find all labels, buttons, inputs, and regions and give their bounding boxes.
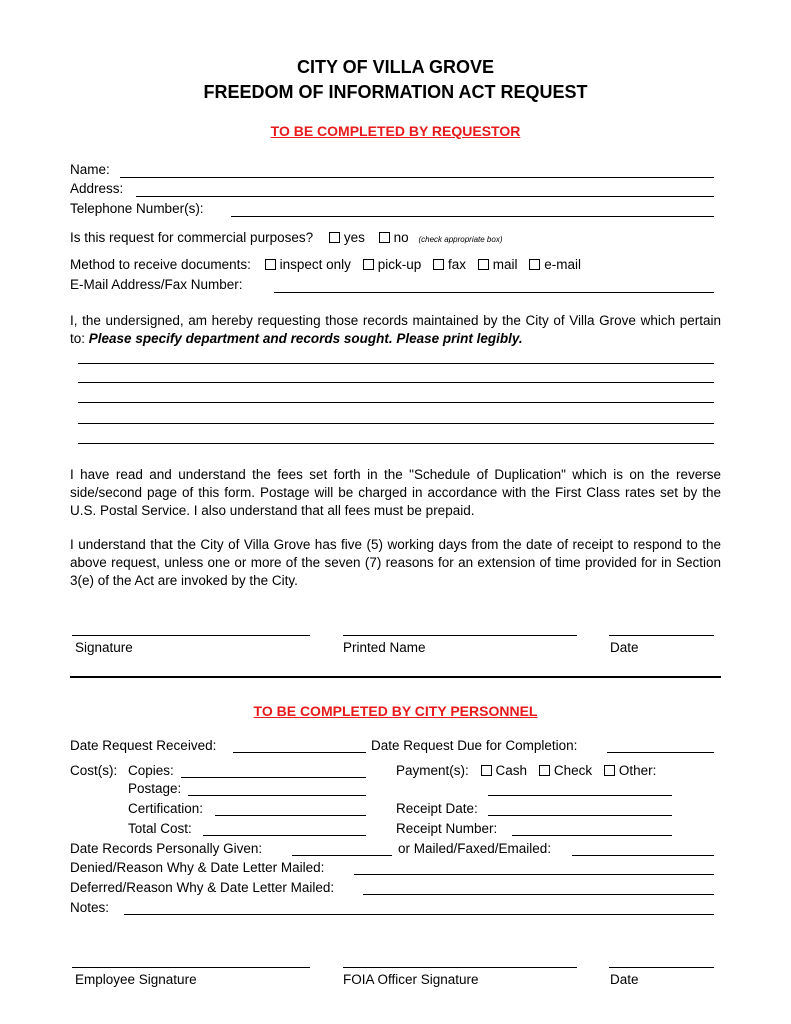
denied-label: Denied/Reason Why & Date Letter Mailed: bbox=[70, 860, 325, 875]
method-pickup-label: pick-up bbox=[377, 257, 422, 272]
personally-given-label: Date Records Personally Given: bbox=[70, 841, 263, 856]
method-email-label: e-mail bbox=[544, 257, 582, 272]
signature-label: Signature bbox=[75, 640, 133, 655]
method-pickup-option[interactable] bbox=[363, 257, 422, 272]
receipt-date-label: Receipt Date: bbox=[396, 801, 478, 816]
method-inspect-option[interactable] bbox=[265, 257, 351, 272]
fax-checkbox[interactable] bbox=[433, 259, 444, 270]
commercial-no-option[interactable] bbox=[379, 230, 409, 245]
date-due-field[interactable] bbox=[607, 752, 714, 753]
foia-officer-signature-label: FOIA Officer Signature bbox=[343, 972, 479, 987]
printed-name-line[interactable] bbox=[343, 635, 577, 636]
total-cost-field[interactable] bbox=[203, 835, 366, 836]
address-label: Address: bbox=[70, 181, 124, 196]
date-received-label: Date Request Received: bbox=[70, 738, 217, 753]
commercial-yes-option[interactable] bbox=[329, 230, 365, 245]
request-paragraph bbox=[70, 312, 721, 348]
commercial-question-text: Is this request for commercial purposes? bbox=[70, 230, 314, 245]
certification-label: Certification: bbox=[128, 801, 204, 816]
city-section-heading: TO BE COMPLETED BY CITY PERSONNEL bbox=[253, 703, 538, 719]
receipt-number-field[interactable] bbox=[512, 835, 672, 836]
name-label: Name: bbox=[70, 162, 110, 177]
payment-other-field[interactable] bbox=[488, 795, 672, 796]
email-fax-label: E-Mail Address/Fax Number: bbox=[70, 277, 243, 292]
cash-checkbox[interactable] bbox=[481, 765, 492, 776]
email-checkbox[interactable] bbox=[529, 259, 540, 270]
section-divider bbox=[70, 676, 721, 678]
copies-label: Copies: bbox=[128, 763, 174, 778]
payment-check-label: Check bbox=[553, 763, 593, 778]
commercial-question bbox=[70, 230, 503, 245]
date-due-label: Date Request Due for Completion: bbox=[371, 738, 578, 753]
request-intro: I, the undersigned, am hereby requesting those records maintained by the City of Villa Grove which pertain to: bbox=[70, 313, 721, 346]
method-mail-label: mail bbox=[492, 257, 518, 272]
bottom-date-line[interactable] bbox=[609, 967, 714, 968]
no-checkbox[interactable] bbox=[379, 232, 390, 243]
employee-signature-line[interactable] bbox=[72, 967, 310, 968]
foia-officer-signature-line[interactable] bbox=[343, 967, 577, 968]
payment-cash-option[interactable] bbox=[481, 763, 528, 778]
yes-label: yes bbox=[343, 230, 365, 245]
days-paragraph: I understand that the City of Villa Grove has five (5) working days from the date of receipt to respond to the above request, unless one or more of the seven (7) reasons for an extension of time provided for in Section 3(e) of the Act are invoked by the City. bbox=[70, 537, 721, 588]
costs-label: Cost(s): bbox=[70, 763, 118, 778]
payment-other-option[interactable] bbox=[604, 763, 657, 778]
deferred-field[interactable] bbox=[363, 894, 714, 895]
yes-checkbox[interactable] bbox=[329, 232, 340, 243]
telephone-field[interactable] bbox=[231, 216, 714, 217]
printed-name-label: Printed Name bbox=[343, 640, 426, 655]
request-instruction: Please specify department and records sought. Please print legibly. bbox=[88, 331, 523, 346]
date-received-field[interactable] bbox=[233, 752, 366, 753]
method-inspect-label: inspect only bbox=[279, 257, 351, 272]
records-line-5[interactable] bbox=[78, 443, 714, 444]
notes-field[interactable] bbox=[124, 914, 714, 915]
deferred-label: Deferred/Reason Why & Date Letter Mailed: bbox=[70, 880, 335, 895]
date-line[interactable] bbox=[609, 635, 714, 636]
method-mail-option[interactable] bbox=[478, 257, 518, 272]
telephone-label: Telephone Number(s): bbox=[70, 201, 204, 216]
receipt-date-field[interactable] bbox=[488, 815, 672, 816]
mailed-label: or Mailed/Faxed/Emailed: bbox=[398, 841, 552, 856]
method-fax-option[interactable] bbox=[433, 257, 466, 272]
method-row bbox=[70, 257, 581, 272]
fees-paragraph: I have read and understand the fees set forth in the "Schedule of Duplication" which is on the reverse side/second page of this form. Postage will be charged in accordance with the First Class rates set by the U.S. Postal Service. I also understand that all fees must be prepaid. bbox=[70, 467, 721, 518]
requestor-section-heading: TO BE COMPLETED BY REQUESTOR bbox=[270, 123, 521, 139]
payments-label: Payment(s): bbox=[396, 763, 469, 778]
check-note: (check appropriate box) bbox=[418, 235, 503, 244]
bottom-date-label: Date bbox=[610, 972, 639, 987]
payment-cash-label: Cash bbox=[495, 763, 528, 778]
records-line-1[interactable] bbox=[78, 363, 714, 364]
payment-other-label: Other: bbox=[618, 763, 657, 778]
address-field[interactable] bbox=[136, 196, 714, 197]
name-field[interactable] bbox=[120, 177, 714, 178]
postage-field[interactable] bbox=[188, 795, 366, 796]
date-label: Date bbox=[610, 640, 639, 655]
postage-label: Postage: bbox=[128, 781, 182, 796]
form-subtitle: FREEDOM OF INFORMATION ACT REQUEST bbox=[203, 82, 588, 102]
records-line-4[interactable] bbox=[78, 423, 714, 424]
other-checkbox[interactable] bbox=[604, 765, 615, 776]
payment-check-option[interactable] bbox=[539, 763, 592, 778]
check-checkbox[interactable] bbox=[539, 765, 550, 776]
records-line-2[interactable] bbox=[78, 382, 714, 383]
total-cost-label: Total Cost: bbox=[128, 821, 192, 836]
email-fax-field[interactable] bbox=[274, 292, 714, 293]
certification-field[interactable] bbox=[215, 815, 366, 816]
method-fax-label: fax bbox=[447, 257, 466, 272]
inspect-checkbox[interactable] bbox=[265, 259, 276, 270]
personally-given-field[interactable] bbox=[292, 855, 392, 856]
records-line-3[interactable] bbox=[78, 402, 714, 403]
no-label: no bbox=[393, 230, 409, 245]
denied-field[interactable] bbox=[354, 874, 714, 875]
employee-signature-label: Employee Signature bbox=[75, 972, 197, 987]
mailed-field[interactable] bbox=[572, 855, 714, 856]
mail-checkbox[interactable] bbox=[478, 259, 489, 270]
pickup-checkbox[interactable] bbox=[363, 259, 374, 270]
form-title: CITY OF VILLA GROVE bbox=[296, 57, 494, 77]
payment-row bbox=[396, 763, 656, 778]
method-email-option[interactable] bbox=[529, 257, 581, 272]
copies-field[interactable] bbox=[181, 777, 366, 778]
notes-label: Notes: bbox=[70, 900, 110, 915]
receipt-number-label: Receipt Number: bbox=[396, 821, 498, 836]
method-label: Method to receive documents: bbox=[70, 257, 251, 272]
signature-line[interactable] bbox=[72, 635, 310, 636]
